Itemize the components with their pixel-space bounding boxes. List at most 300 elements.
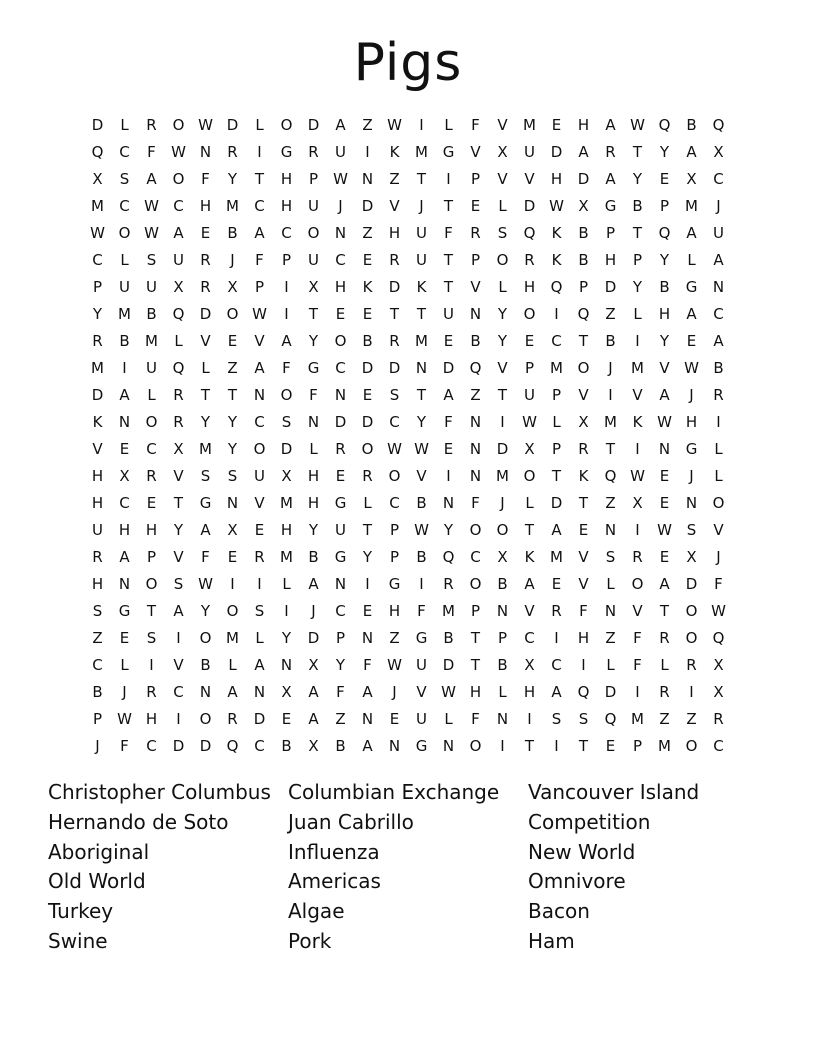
grid-letter: V — [173, 655, 184, 674]
grid-letter: J — [608, 358, 613, 377]
grid-letter: R — [632, 547, 643, 566]
grid-letter: I — [446, 169, 451, 188]
grid-letter: I — [284, 304, 289, 323]
grid-letter: C — [146, 439, 157, 458]
grid-letter: R — [146, 466, 157, 485]
grid-letter: W — [333, 169, 348, 188]
grid-letter: A — [254, 223, 265, 242]
grid-letter: D — [523, 196, 536, 215]
grid-letter: E — [659, 169, 670, 188]
grid-letter: J — [689, 466, 694, 485]
grid-letter: D — [604, 682, 617, 701]
grid-letter: M — [523, 115, 536, 134]
grid-letter: U — [416, 709, 427, 728]
grid-letter: G — [334, 547, 347, 566]
grid-letter: E — [254, 520, 265, 539]
grid-letter: J — [311, 601, 316, 620]
word-list-item: Ham — [528, 928, 575, 953]
grid-letter: E — [146, 493, 157, 512]
grid-letter: E — [362, 250, 373, 269]
grid-letter: X — [497, 142, 508, 161]
grid-letter: N — [604, 520, 617, 539]
grid-letter: N — [469, 439, 482, 458]
grid-letter: W — [657, 520, 672, 539]
grid-letter: N — [253, 682, 266, 701]
grid-letter: Z — [605, 304, 616, 323]
grid-letter: V — [470, 142, 481, 161]
grid-letter: H — [280, 196, 293, 215]
grid-letter: W — [387, 115, 402, 134]
grid-letter: L — [552, 412, 561, 431]
grid-letter: O — [307, 223, 320, 242]
word-list-item: Christopher Columbus — [48, 780, 271, 804]
grid-letter: T — [524, 736, 535, 755]
word-list-item: Old World — [48, 869, 146, 894]
grid-letter: D — [361, 196, 374, 215]
grid-letter: P — [389, 547, 400, 566]
word-list-item: Omnivore — [528, 869, 626, 894]
grid-letter: Q — [172, 304, 185, 323]
grid-letter: A — [605, 169, 616, 188]
grid-letter: I — [257, 142, 262, 161]
grid-letter: R — [605, 142, 616, 161]
grid-letter: A — [173, 223, 184, 242]
grid-letter: J — [419, 196, 424, 215]
grid-letter: I — [635, 439, 640, 458]
grid-letter: H — [469, 682, 482, 701]
grid-letter: C — [254, 412, 265, 431]
grid-letter: C — [524, 628, 535, 647]
grid-letter: I — [176, 628, 181, 647]
grid-letter: C — [335, 250, 346, 269]
grid-letter: E — [659, 466, 670, 485]
grid-letter: E — [686, 331, 697, 350]
grid-letter: C — [389, 493, 400, 512]
grid-letter: S — [119, 169, 130, 188]
grid-letter: L — [606, 655, 615, 674]
grid-letter: M — [145, 331, 158, 350]
grid-letter: J — [392, 682, 397, 701]
grid-letter: T — [416, 304, 427, 323]
grid-letter: G — [334, 493, 347, 512]
grid-letter: O — [469, 520, 482, 539]
grid-letter: X — [92, 169, 103, 188]
grid-letter: A — [551, 520, 562, 539]
grid-letter: U — [146, 358, 157, 377]
grid-letter: Y — [281, 628, 292, 647]
grid-letter: M — [685, 196, 698, 215]
grid-letter: L — [282, 574, 291, 593]
grid-letter: O — [469, 736, 482, 755]
grid-letter: N — [334, 385, 347, 404]
grid-letter: C — [254, 736, 265, 755]
grid-letter: T — [497, 385, 508, 404]
grid-letter: Z — [605, 493, 616, 512]
grid-letter: P — [146, 547, 157, 566]
grid-letter: C — [281, 223, 292, 242]
grid-letter: R — [227, 709, 238, 728]
grid-letter: X — [227, 277, 238, 296]
grid-letter: R — [92, 547, 103, 566]
grid-letter: O — [712, 493, 725, 512]
grid-letter: L — [714, 439, 723, 458]
grid-letter: O — [469, 574, 482, 593]
grid-letter: U — [524, 385, 535, 404]
grid-letter: B — [281, 736, 292, 755]
grid-letter: O — [118, 223, 131, 242]
grid-letter: J — [122, 682, 127, 701]
grid-letter: F — [120, 736, 129, 755]
grid-letter: Q — [604, 709, 617, 728]
grid-letter: H — [604, 250, 617, 269]
grid-letter: R — [470, 223, 481, 242]
grid-letter: X — [524, 655, 535, 674]
grid-letter: D — [388, 358, 401, 377]
grid-letter: O — [631, 574, 644, 593]
grid-letter: T — [146, 601, 157, 620]
grid-letter: M — [496, 466, 509, 485]
grid-letter: N — [469, 466, 482, 485]
word-list-item: Bacon — [528, 899, 590, 924]
grid-letter: E — [659, 547, 670, 566]
grid-letter: E — [524, 331, 535, 350]
grid-letter: R — [524, 250, 535, 269]
grid-letter: K — [632, 412, 643, 431]
grid-letter: E — [551, 115, 562, 134]
grid-letter: L — [174, 331, 183, 350]
grid-letter: R — [659, 682, 670, 701]
grid-letter: F — [363, 655, 372, 674]
grid-letter: R — [551, 601, 562, 620]
grid-letter: N — [712, 277, 725, 296]
grid-letter: P — [578, 277, 589, 296]
grid-letter: H — [280, 520, 293, 539]
grid-letter: I — [635, 520, 640, 539]
grid-letter: F — [201, 547, 210, 566]
grid-letter: D — [307, 115, 320, 134]
grid-letter: O — [226, 304, 239, 323]
grid-letter: U — [416, 250, 427, 269]
grid-letter: E — [443, 439, 454, 458]
grid-letter: W — [387, 439, 402, 458]
grid-letter: R — [254, 547, 265, 566]
grid-letter: V — [416, 466, 427, 485]
grid-letter: O — [199, 628, 212, 647]
grid-letter: C — [335, 358, 346, 377]
grid-letter: E — [119, 628, 130, 647]
grid-letter: A — [659, 385, 670, 404]
grid-letter: I — [365, 142, 370, 161]
grid-letter: X — [686, 547, 697, 566]
grid-letter: J — [500, 493, 505, 512]
grid-letter: L — [363, 493, 372, 512]
grid-letter: U — [713, 223, 724, 242]
grid-letter: M — [550, 547, 563, 566]
grid-letter: E — [200, 223, 211, 242]
grid-letter: O — [199, 709, 212, 728]
grid-letter: D — [334, 412, 347, 431]
grid-letter: F — [255, 250, 264, 269]
grid-letter: R — [713, 709, 724, 728]
grid-letter: A — [119, 385, 130, 404]
grid-letter: B — [578, 250, 589, 269]
grid-letter: Z — [659, 709, 670, 728]
grid-letter: N — [442, 736, 455, 755]
grid-letter: Q — [469, 358, 482, 377]
grid-letter: O — [685, 628, 698, 647]
grid-letter: C — [92, 250, 103, 269]
grid-letter: B — [713, 358, 724, 377]
grid-letter: Y — [200, 412, 211, 431]
grid-letter: H — [280, 169, 293, 188]
grid-letter: H — [91, 466, 104, 485]
grid-letter: G — [118, 601, 131, 620]
grid-letter: U — [443, 304, 454, 323]
grid-letter: H — [199, 196, 212, 215]
grid-letter: T — [416, 385, 427, 404]
grid-letter: T — [632, 142, 643, 161]
grid-letter: K — [416, 277, 427, 296]
word-list-item: Hernando de Soto — [48, 809, 229, 834]
grid-letter: A — [659, 574, 670, 593]
grid-letter: T — [443, 277, 454, 296]
grid-letter: B — [200, 655, 211, 674]
grid-letter: D — [442, 358, 455, 377]
grid-letter: Q — [658, 223, 671, 242]
grid-letter: C — [713, 169, 724, 188]
word-list-item: Algae — [288, 899, 345, 924]
grid-letter: B — [335, 736, 346, 755]
grid-letter: X — [308, 655, 319, 674]
grid-letter: A — [308, 709, 319, 728]
grid-letter: N — [361, 709, 374, 728]
grid-letter: O — [145, 412, 158, 431]
grid-letter: L — [201, 358, 210, 377]
grid-letter: U — [416, 223, 427, 242]
grid-letter: R — [443, 574, 454, 593]
grid-letter: O — [280, 385, 293, 404]
grid-letter: C — [551, 331, 562, 350]
grid-letter: O — [334, 331, 347, 350]
grid-letter: P — [497, 628, 508, 647]
grid-letter: O — [577, 358, 590, 377]
grid-letter: Z — [470, 385, 481, 404]
grid-letter: L — [714, 466, 723, 485]
grid-letter: I — [689, 682, 694, 701]
grid-letter: R — [659, 628, 670, 647]
grid-letter: T — [632, 223, 643, 242]
grid-letter: A — [686, 223, 697, 242]
grid-letter: E — [578, 520, 589, 539]
grid-letter: N — [469, 412, 482, 431]
grid-letter: P — [551, 385, 562, 404]
grid-letter: W — [522, 412, 537, 431]
grid-letter: E — [362, 304, 373, 323]
word-list-item: Pork — [288, 928, 332, 953]
grid-letter: C — [551, 655, 562, 674]
grid-letter: N — [361, 169, 374, 188]
grid-letter: F — [471, 709, 480, 728]
grid-letter: V — [713, 520, 724, 539]
grid-letter: U — [335, 520, 346, 539]
grid-letter: Y — [227, 169, 238, 188]
grid-letter: V — [389, 196, 400, 215]
grid-letter: Z — [362, 223, 373, 242]
grid-letter: S — [254, 601, 265, 620]
grid-letter: Y — [227, 412, 238, 431]
grid-letter: U — [119, 277, 130, 296]
grid-letter: D — [442, 655, 455, 674]
grid-letter: K — [524, 547, 535, 566]
grid-letter: Y — [92, 304, 103, 323]
grid-letter: A — [443, 385, 454, 404]
grid-letter: B — [443, 628, 454, 647]
grid-letter: X — [578, 196, 589, 215]
grid-letter: S — [200, 466, 211, 485]
grid-letter: J — [689, 385, 694, 404]
grid-letter: U — [416, 655, 427, 674]
grid-letter: X — [632, 493, 643, 512]
grid-letter: X — [308, 277, 319, 296]
word-list-item: Columbian Exchange — [288, 780, 500, 804]
grid-letter: S — [389, 385, 400, 404]
grid-letter: T — [551, 466, 562, 485]
grid-letter: B — [416, 493, 427, 512]
grid-letter: A — [308, 682, 319, 701]
grid-letter: R — [92, 331, 103, 350]
grid-letter: H — [334, 277, 347, 296]
grid-letter: X — [497, 547, 508, 566]
grid-letter: C — [92, 655, 103, 674]
grid-letter: U — [254, 466, 265, 485]
grid-letter: T — [443, 250, 454, 269]
grid-letter: E — [227, 547, 238, 566]
grid-letter: I — [230, 574, 235, 593]
grid-letter: X — [524, 439, 535, 458]
grid-letter: V — [416, 682, 427, 701]
grid-letter: N — [496, 709, 509, 728]
grid-letter: N — [415, 358, 428, 377]
word-list — [48, 778, 768, 957]
grid-letter: D — [685, 574, 698, 593]
grid-letter: F — [147, 142, 156, 161]
grid-letter: P — [605, 223, 616, 242]
grid-letter: V — [173, 466, 184, 485]
grid-letter: F — [417, 601, 426, 620]
grid-letter: M — [118, 304, 131, 323]
grid-letter: X — [713, 142, 724, 161]
grid-letter: W — [90, 223, 105, 242]
grid-letter: A — [362, 682, 373, 701]
grid-letter: E — [389, 709, 400, 728]
grid-letter: N — [361, 628, 374, 647]
grid-letter: J — [230, 250, 235, 269]
grid-letter: S — [146, 250, 157, 269]
grid-letter: Y — [443, 520, 454, 539]
grid-letter: D — [577, 169, 590, 188]
grid-letter: A — [713, 250, 724, 269]
grid-letter: W — [171, 142, 186, 161]
grid-letter: S — [146, 628, 157, 647]
grid-letter: X — [119, 466, 130, 485]
grid-letter: I — [581, 655, 586, 674]
grid-letter: E — [335, 304, 346, 323]
word-list-item: Americas — [288, 869, 381, 894]
grid-letter: R — [686, 655, 697, 674]
grid-letter: F — [714, 574, 723, 593]
grid-letter: V — [254, 493, 265, 512]
grid-letter: P — [632, 736, 643, 755]
grid-letter: A — [551, 682, 562, 701]
grid-letter: L — [498, 277, 507, 296]
grid-letter: L — [498, 682, 507, 701]
grid-letter: R — [713, 385, 724, 404]
grid-letter: I — [554, 736, 559, 755]
grid-letter: D — [361, 412, 374, 431]
page-title: Pigs — [353, 33, 463, 93]
grid-letter: A — [146, 169, 157, 188]
grid-letter: U — [92, 520, 103, 539]
grid-letter: K — [92, 412, 103, 431]
grid-letter: S — [281, 412, 292, 431]
grid-letter: S — [173, 574, 184, 593]
grid-letter: Q — [523, 223, 536, 242]
grid-letter: W — [684, 358, 699, 377]
grid-letter: W — [198, 115, 213, 134]
grid-letter: L — [498, 196, 507, 215]
grid-letter: P — [524, 358, 535, 377]
grid-letter: P — [254, 277, 265, 296]
grid-letter: P — [92, 277, 103, 296]
grid-letter: Q — [577, 682, 590, 701]
grid-letter: Z — [605, 628, 616, 647]
grid-letter: V — [200, 331, 211, 350]
grid-letter: M — [226, 196, 239, 215]
grid-letter: G — [199, 493, 212, 512]
grid-letter: Y — [362, 547, 373, 566]
grid-letter: Y — [659, 250, 670, 269]
grid-letter: H — [307, 466, 320, 485]
grid-letter: D — [280, 439, 293, 458]
grid-letter: G — [442, 142, 455, 161]
grid-letter: T — [389, 304, 400, 323]
grid-letter: O — [280, 115, 293, 134]
grid-letter: O — [253, 439, 266, 458]
grid-letter: R — [362, 466, 373, 485]
grid-letter: C — [254, 196, 265, 215]
grid-letter: S — [605, 547, 616, 566]
grid-letter: T — [578, 493, 589, 512]
letter-grid — [84, 111, 732, 759]
grid-letter: D — [307, 628, 320, 647]
grid-letter: X — [686, 169, 697, 188]
grid-letter: Z — [227, 358, 238, 377]
grid-letter: W — [441, 682, 456, 701]
grid-letter: T — [578, 331, 589, 350]
word-list-item: Vancouver Island — [528, 780, 700, 804]
grid-letter: L — [444, 709, 453, 728]
grid-letter: I — [716, 412, 721, 431]
grid-letter: T — [659, 601, 670, 620]
grid-letter: T — [470, 628, 481, 647]
grid-letter: Q — [577, 304, 590, 323]
grid-letter: B — [227, 223, 238, 242]
grid-letter: G — [685, 277, 698, 296]
word-list-item: Aboriginal — [48, 839, 150, 864]
grid-letter: K — [551, 250, 562, 269]
grid-letter: K — [389, 142, 400, 161]
grid-letter: A — [524, 574, 535, 593]
